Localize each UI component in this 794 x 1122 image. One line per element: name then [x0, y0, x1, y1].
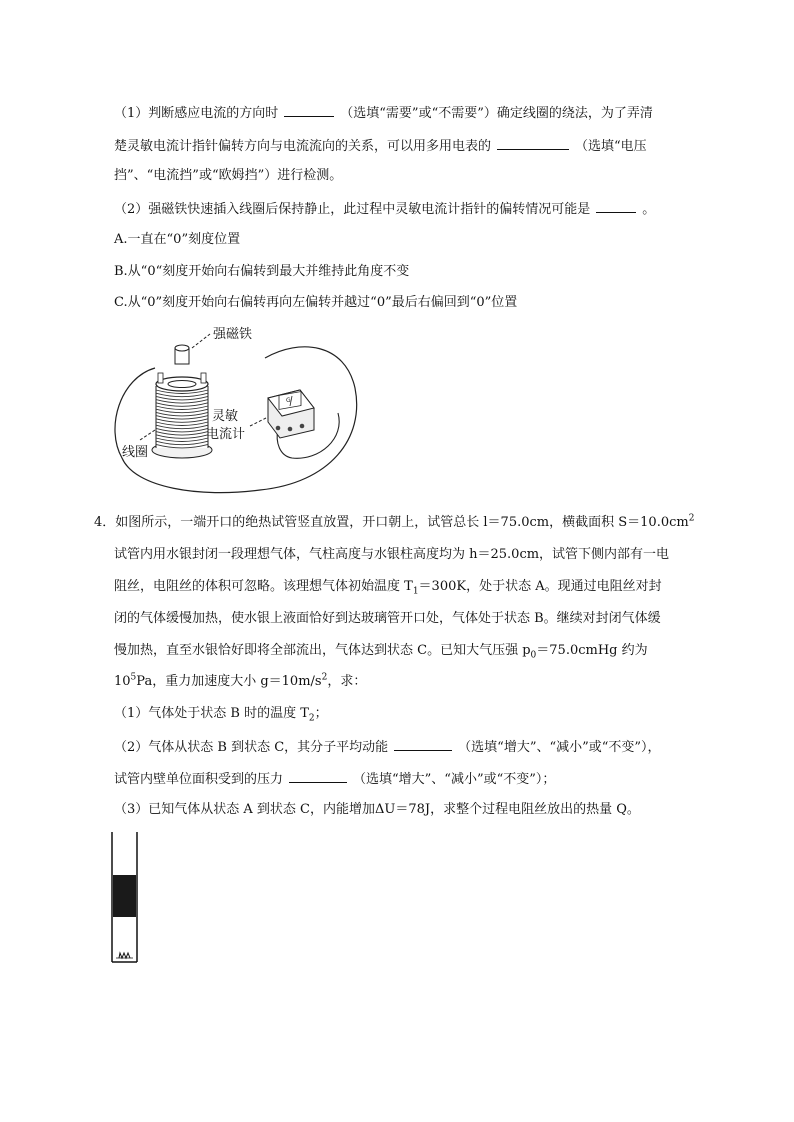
galvanometer-label-2: 电流计 — [206, 427, 246, 442]
q4-l1-sup: 2 — [688, 513, 695, 524]
q4-l6-sup1: 5 — [130, 672, 137, 683]
q3-p1-text-e: 挡”、“电流挡”或“欧姆挡”）进行检测。 — [114, 168, 343, 183]
q4-s2-text-a: （2）气体从状态 B 到状态 C，其分子平均动能 — [114, 740, 389, 755]
q4-line6 — [114, 673, 366, 691]
coil-icon — [152, 373, 212, 458]
q3-p1-line3 — [114, 167, 342, 185]
magnet-icon — [175, 345, 189, 364]
q4-s2-text-c: 试管内壁单位面积受到的压力 — [114, 772, 284, 787]
q4-s1-text-b: ； — [314, 706, 328, 721]
mercury-column — [113, 875, 136, 917]
q3-p2-text-a: （2）强磁铁快速插入线圈后保持静止，此过程中灵敏电流计指针的偏转情况可能是 — [114, 202, 591, 217]
q4-l5-text-b: ＝75.0cmHg 约为 — [536, 643, 648, 658]
q3-p2-text-b: 。 — [642, 202, 656, 217]
q3-p1-line1 — [114, 103, 653, 123]
q4-l6-text-a: 10 — [114, 674, 131, 689]
magnet-pointer-line — [192, 334, 210, 348]
resistance-wire-icon — [119, 953, 130, 958]
q4-l3-sub: 1 — [412, 586, 419, 597]
q4-line4: 闭的气体缓慢加热，使水银上液面恰好到达玻璃管开口处，气体处于状态 B。继续对封闭气体缓 — [114, 611, 661, 626]
magnet-label: 强磁铁 — [213, 327, 253, 342]
answer-blank-4[interactable] — [394, 737, 452, 751]
q4-line2: 试管内用水银封闭一段理想气体，气柱高度与水银柱高度均为 h＝25.0cm，试管下侧内部有一电 — [114, 547, 670, 562]
q4-sub2-line2 — [114, 769, 555, 789]
q3-p2-line — [114, 199, 655, 219]
coil-pointer-line — [140, 430, 155, 440]
q4-l5-text-a: 慢加热，直至水银恰好即将全部流出，气体达到状态 C。已知大气压强 p — [114, 643, 531, 658]
q3-p1-text-b: （选填“需要”或“不需要”）确定线圈的绕法，为了弄清 — [340, 106, 653, 121]
q4-l3-text-b: ＝300K，处于状态 A。现通过电阻丝对封 — [418, 579, 662, 594]
galvanometer-icon — [268, 390, 314, 438]
test-tube-figure — [108, 832, 148, 966]
option-b: B.从“0“刻度开始向右偏转到最大并维持此角度不变 — [114, 264, 410, 279]
q4-s1-sub: 2 — [308, 713, 315, 724]
q4-l6-text-b: Pa，重力加速度大小 g＝10m/s — [136, 674, 322, 689]
q4-s1-text-a: （1）气体处于状态 B 时的温度 T — [114, 706, 309, 721]
galvanometer-pointer-line — [250, 418, 266, 426]
answer-blank-5[interactable] — [289, 769, 347, 783]
q4-sub3: （3）已知气体从状态 A 到状态 C，内能增加ΔU＝78J，求整个过程电阻丝放出的热量 Q。 — [114, 802, 640, 817]
q3-p1-line2 — [114, 136, 647, 156]
q4-line5 — [114, 642, 648, 660]
q3-p1-text-d: （选填“电压 — [575, 139, 647, 154]
q4-sub2-line1 — [114, 737, 661, 757]
galvanometer-label-1: 灵敏 — [212, 409, 239, 424]
galvanometer-dial-mark: G — [286, 397, 291, 404]
q4-l1-text: 4．如图所示，一端开口的绝热试管竖直放置，开口朝上，试管总长 l＝75.0cm，横截面积 S＝10.0cm — [94, 515, 689, 530]
q4-line1 — [94, 514, 694, 532]
answer-blank-3[interactable] — [596, 199, 636, 213]
option-c: C.从“0”刻度开始向右偏转再向左偏转并越过“0”最后右偏回到“0”位置 — [114, 295, 518, 310]
q3-p1-text-a: （1）判断感应电流的方向时 — [114, 106, 279, 121]
option-a: A.一直在“0”刻度位置 — [114, 232, 241, 247]
q4-l3-text-a: 阻丝，电阻丝的体积可忽略。该理想气体初始温度 T — [114, 579, 413, 594]
answer-blank-1[interactable] — [284, 103, 334, 117]
q3-p1-text-c: 楚灵敏电流计指针偏转方向与电流流向的关系，可以用多用电表的 — [114, 139, 492, 154]
q4-l5-sub: 0 — [530, 650, 537, 661]
answer-blank-2[interactable] — [497, 136, 569, 150]
coil-galvanometer-figure — [100, 318, 380, 503]
q4-sub1 — [114, 705, 328, 723]
coil-label: 线圈 — [122, 445, 149, 460]
q4-l6-sup2: 2 — [321, 672, 328, 683]
q4-line3 — [114, 578, 662, 596]
q4-l6-text-c: ，求： — [327, 674, 367, 689]
q4-s2-text-d: （选填“增大”、“减小”或“不变”）； — [353, 772, 556, 787]
q4-s2-text-b: （选填“增大”、“减小”或“不变”）， — [458, 740, 661, 755]
